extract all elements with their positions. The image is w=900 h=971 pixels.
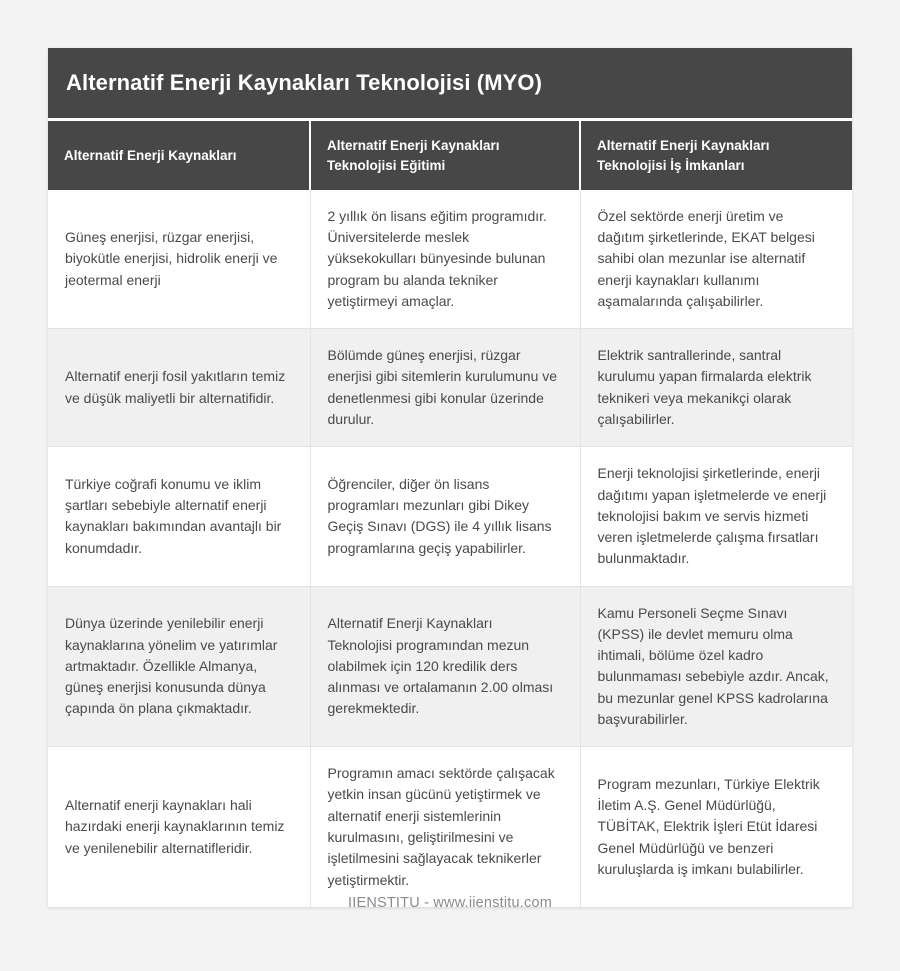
cell-egitim: Programın amacı sektörde çalışacak yetkin insan gücünü yetiştirmek ve alternatif enerji sistemlerinin kurulmasını, geliştirilmesini ve işletilmesini sağlayacak teknikerler yetiştirmektir. [310, 747, 580, 907]
table-row [48, 329, 852, 447]
cell-kaynaklar: Türkiye coğrafi konumu ve iklim şartları sebebiyle alternatif enerji kaynakları bakımından avantajlı bir konumdadır. [48, 447, 310, 586]
cell-kaynaklar: Alternatif enerji kaynakları hali hazırdaki enerji kaynaklarının temiz ve yenilenebilir alternatifleridir. [48, 747, 310, 907]
cell-is-imkanlari: Kamu Personeli Seçme Sınavı (KPSS) ile devlet memuru olma ihtimali, bölüme özel kadro bulunmaması sebebiyle azdır. Ancak, bu mezunlar genel KPSS kadrolarına başvurabilirler. [580, 586, 852, 747]
cell-egitim: Öğrenciler, diğer ön lisans programları mezunları gibi Dikey Geçiş Sınavı (DGS) ile 4 yıllık lisans programlarına geçiş yapabilirler. [310, 447, 580, 586]
column-header-egitim: Alternatif Enerji Kaynakları Teknolojisi Eğitimi [310, 120, 580, 190]
cell-kaynaklar: Alternatif enerji fosil yakıtların temiz ve düşük maliyetli bir alternatifidir. [48, 329, 310, 447]
page-title: Alternatif Enerji Kaynakları Teknolojisi (MYO) [48, 48, 852, 120]
table-head [48, 48, 852, 190]
cell-is-imkanlari: Elektrik santrallerinde, santral kurulumu yapan firmalarda elektrik teknikeri veya mekanikçi olarak çalışabilirler. [580, 329, 852, 447]
cell-egitim: Bölümde güneş enerjisi, rüzgar enerjisi gibi sitemlerin kurulumunu ve denetlenmesi gibi konular üzerinde durulur. [310, 329, 580, 447]
table-row [48, 190, 852, 329]
table-body [48, 190, 852, 907]
cell-egitim: 2 yıllık ön lisans eğitim programıdır. Üniversitelerde meslek yüksekokulları bünyesinde bulunan program bu alanda tekniker yetiştirmeyi amaçlar. [310, 190, 580, 329]
cell-is-imkanlari: Enerji teknolojisi şirketlerinde, enerji dağıtımı yapan işletmelerde ve enerji teknolojisi bakım ve servis hizmeti veren işletmelerde çalışma fırsatları bulunmaktadır. [580, 447, 852, 586]
cell-is-imkanlari: Program mezunları, Türkiye Elektrik İletim A.Ş. Genel Müdürlüğü, TÜBİTAK, Elektrik İşleri Etüt İdaresi Genel Müdürlüğü ve benzeri kuruluşlarda iş imkanı bulabilirler. [580, 747, 852, 907]
table-row [48, 586, 852, 747]
info-table-card [48, 48, 852, 907]
table-row [48, 447, 852, 586]
cell-egitim: Alternatif Enerji Kaynakları Teknolojisi programından mezun olabilmek için 120 kredilik ders alınması ve ortalamanın 2.00 olması gerekmektedir. [310, 586, 580, 747]
footer-attribution: IIENSTITU - www.iienstitu.com [348, 895, 552, 911]
table-row [48, 747, 852, 907]
info-table [48, 48, 852, 907]
column-header-kaynaklar: Alternatif Enerji Kaynakları [48, 120, 310, 190]
table-header-row [48, 120, 852, 190]
cell-is-imkanlari: Özel sektörde enerji üretim ve dağıtım şirketlerinde, EKAT belgesi sahibi olan mezunlar ise alternatif enerji kaynakları kullanımı aşamalarında çalışabilirler. [580, 190, 852, 329]
column-header-is-imkanlari: Alternatif Enerji Kaynakları Teknolojisi İş İmkanları [580, 120, 852, 190]
cell-kaynaklar: Güneş enerjisi, rüzgar enerjisi, biyokütle enerjisi, hidrolik enerji ve jeotermal enerji [48, 190, 310, 329]
cell-kaynaklar: Dünya üzerinde yenilebilir enerji kaynaklarına yönelim ve yatırımlar artmaktadır. Özellikle Almanya, güneş enerjisi konusunda dünya çapında ön plana çıkmaktadır. [48, 586, 310, 747]
table-title-row [48, 48, 852, 120]
